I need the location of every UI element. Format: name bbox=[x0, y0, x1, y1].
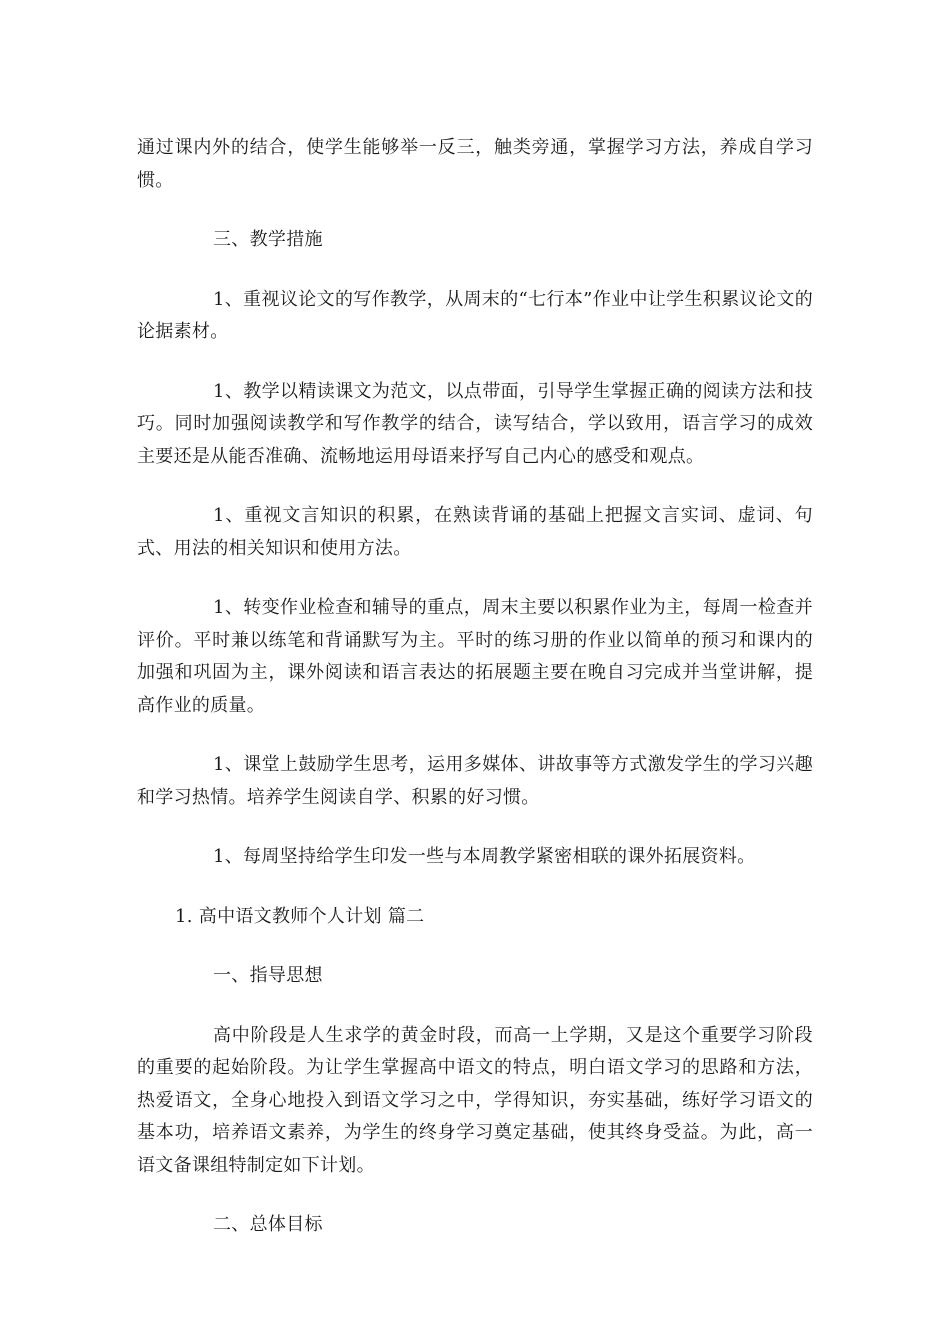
paragraph-guiding-ideology: 高中阶段是人生求学的黄金时段，而高一上学期，又是这个重要学习阶段的重要的起始阶段。为让学生掌握高中语文的特点，明白语文学习的思路和方法，热爱语文，全身心地投入到语文学习之中，学得知识，夯实基础，练好学习语文的基本功，培养语文素养，为学生的终身学习奠定基础，使其终身受益。为此，高一语文备课组特制定如下计划。 bbox=[137, 1024, 813, 1176]
measure-extension-materials: 1、每周坚持给学生印发一些与本周教学紧密相联的课外拓展资料。 bbox=[213, 846, 756, 867]
section-heading-guiding-ideology: 一、指导思想 bbox=[213, 965, 323, 986]
section-heading-teaching-measures: 三、教学措施 bbox=[213, 229, 323, 250]
measure-homework-focus: 1、转变作业检查和辅导的重点，周末主要以积累作业为主，每周一检查并评价。平时兼以练笔和背诵默写为主。平时的练习册的作业以简单的预习和课内的加强和巩固为主，课外阅读和语言表达的拓展题主要在晚自习完成并当堂讲解，提高作业的质量。 bbox=[137, 597, 813, 716]
section-heading-overall-goals: 二、总体目标 bbox=[213, 1214, 323, 1235]
paragraph-continuation: 通过课内外的结合，使学生能够举一反三，触类旁通，掌握学习方法，养成自学习惯。 bbox=[137, 137, 813, 191]
plan-title-part-two: 1. 高中语文教师个人计划 篇二 bbox=[175, 905, 425, 927]
measure-argumentative-writing: 1、重视议论文的写作教学，从周末的“七行本”作业中让学生积累议论文的论据素材。 bbox=[137, 288, 813, 342]
document-body bbox=[137, 132, 813, 1242]
measure-classical-chinese: 1、重视文言知识的积累，在熟读背诵的基础上把握文言实词、虚词、句式、用法的相关知识和使用方法。 bbox=[137, 505, 813, 559]
measure-intensive-reading: 1、教学以精读课文为范文，以点带面，引导学生掌握正确的阅读方法和技巧。同时加强阅读教学和写作教学的结合，读写结合，学以致用，语言学习的成效主要还是从能否准确、流畅地运用母语来抒写自己内心的感受和观点。 bbox=[137, 380, 813, 467]
measure-classroom-encouragement: 1、课堂上鼓励学生思考，运用多媒体、讲故事等方式激发学生的学习兴趣和学习热情。培养学生阅读自学、积累的好习惯。 bbox=[137, 754, 813, 808]
